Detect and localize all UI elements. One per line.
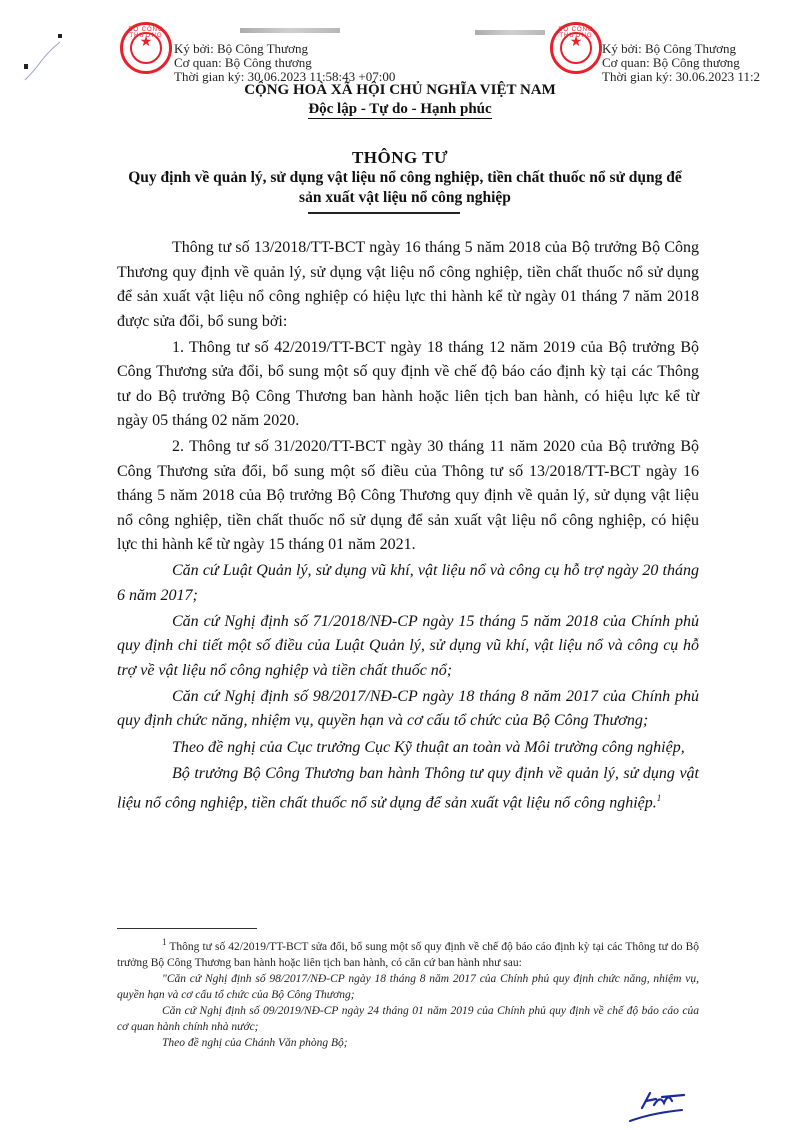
redaction-mark — [475, 30, 545, 35]
document-body — [117, 236, 699, 818]
signing-agency: Cơ quan: Bộ Công thương — [602, 55, 740, 70]
national-title: CỘNG HOÀ XÃ HỘI CHỦ NGHĨA VIỆT NAM — [244, 82, 556, 98]
footnote-text: Thông tư số 42/2019/TT-BCT sửa đổi, bổ sung một số quy định về chế độ báo cáo định kỳ tại các Thông tư do Bộ trưởng Bộ Công Thương ban hành hoặc liên tịch ban hành, có căn cứ ban hành như sau: — [117, 940, 699, 969]
paragraph-text: Theo đề nghị của Cục trưởng Cục Kỹ thuật an toàn và Môi trường công nghiệp, — [172, 738, 685, 756]
stamp-text: BỘ CÔNG THƯƠNG — [558, 27, 594, 39]
signature-block-left — [174, 42, 395, 84]
paragraph-text: Bộ trưởng Bộ Công Thương ban hành Thông tư quy định về quản lý, sử dụng vật liệu nổ công nghiệp, tiền chất thuốc nổ sử dụng để sản xuất vật liệu nổ công nghiệp. — [117, 764, 699, 812]
redaction-mark — [240, 28, 340, 33]
body-paragraph — [117, 610, 699, 684]
handwritten-mark — [20, 30, 80, 90]
footnote-divider — [117, 928, 257, 929]
document-type: THÔNG TƯ — [351, 148, 449, 167]
signing-time: Thời gian ký: 30.06.2023 11:58:43 +07:00 — [174, 69, 396, 84]
footnote-paragraph — [117, 934, 699, 971]
footnote-paragraph — [117, 1003, 699, 1035]
stamp-icon: BỘ CÔNG THƯƠNG ★ — [120, 22, 172, 74]
paragraph-text: 2. Thông tư số 31/2020/TT-BCT ngày 30 tháng 11 năm 2020 của Bộ trưởng Bộ Công Thương sửa đổi, bổ sung một số điều của Thông tư số 13/2018/TT-BCT ngày 16 tháng 5 năm 2018 của Bộ trưởng Bộ Công Thương quy định về quản lý, sử dụng vật liệu nổ công nghiệp, tiền chất thuốc nổ sử dụng để sản xuất vật liệu nổ công nghiệp, có hiệu lực thi hành kể từ ngày 15 tháng 01 năm 2021. — [117, 438, 699, 554]
paragraph-text: Căn cứ Luật Quản lý, sử dụng vũ khí, vật liệu nổ và công cụ hỗ trợ ngày 20 tháng 6 năm 2017; — [117, 562, 699, 604]
signature-block-right — [602, 42, 760, 84]
footnote-text: "Căn cứ Nghị định số 98/2017/NĐ-CP ngày 18 tháng 8 năm 2017 của Chính phủ quy định chức năng, nhiệm vụ, quyền hạn và cơ cấu tổ chức của Bộ Công Thương; — [117, 972, 699, 1001]
footnote-paragraph — [117, 971, 699, 1003]
body-paragraph — [117, 559, 699, 608]
footnote-text: Căn cứ Nghị định số 09/2019/NĐ-CP ngày 24 tháng 01 năm 2019 của Chính phủ quy định về chế độ báo cáo của cơ quan hành chính nhà nước; — [117, 1004, 699, 1033]
paragraph-text: Căn cứ Nghị định số 98/2017/NĐ-CP ngày 18 tháng 8 năm 2017 của Chính phủ quy định chức năng, nhiệm vụ, quyền hạn và cơ cấu tổ chức của Bộ Công Thương; — [117, 687, 699, 730]
stamp-icon: BỘ CÔNG THƯƠNG ★ — [550, 22, 602, 74]
footnote-number: 1 — [162, 937, 167, 947]
national-motto — [0, 101, 800, 118]
signed-by: Ký bởi: Bộ Công Thương — [602, 41, 736, 56]
body-paragraph — [117, 435, 699, 558]
footnote-text: Theo đề nghị của Chánh Văn phòng Bộ; — [162, 1036, 348, 1049]
stamp-text: BỘ CÔNG THƯƠNG — [128, 27, 164, 39]
body-paragraph — [117, 762, 699, 816]
signed-by: Ký bởi: Bộ Công Thương — [174, 41, 308, 56]
body-paragraph — [117, 685, 699, 734]
body-paragraph — [117, 236, 699, 334]
handwritten-initials — [622, 1083, 692, 1123]
signing-agency: Cơ quan: Bộ Công thương — [174, 55, 312, 70]
paragraph-text: 1. Thông tư số 42/2019/TT-BCT ngày 18 tháng 12 năm 2019 của Bộ trưởng Bộ Công Thương sửa đổi, bổ sung một số quy định về chế độ báo cáo định kỳ tại các Thông tư do Bộ trưởng Bộ Công Thương ban hành hoặc liên tịch ban hành, có hiệu lực kể từ ngày 05 tháng 02 năm 2020. — [117, 338, 699, 430]
body-paragraph — [117, 736, 699, 761]
footnote — [117, 934, 699, 1051]
footnote-paragraph — [117, 1035, 699, 1051]
title-underline — [308, 212, 460, 214]
paragraph-text: Căn cứ Nghị định số 71/2018/NĐ-CP ngày 15 tháng 5 năm 2018 của Chính phủ quy định chi tiết một số điều của Luật Quản lý, sử dụng vũ khí, vật liệu nổ và công cụ hỗ trợ về vật liệu nổ công nghiệp và tiền chất thuốc nổ; — [117, 612, 699, 679]
paragraph-text: Thông tư số 13/2018/TT-BCT ngày 16 tháng 5 năm 2018 của Bộ trưởng Bộ Công Thương quy định về quản lý, sử dụng vật liệu nổ công nghiệp, tiền chất thuốc nổ sử dụng để sản xuất vật liệu nổ công nghiệp có hiệu lực thi hành kể từ ngày 01 tháng 7 năm 2018 được sửa đổi, bổ sung bởi: — [117, 239, 699, 330]
footnote-reference[interactable]: 1 — [656, 793, 662, 804]
signing-time: Thời gian ký: 30.06.2023 11:2 — [602, 69, 761, 84]
document-subtitle: Quy định về quản lý, sử dụng vật liệu nổ công nghiệp, tiền chất thuốc nổ sử dụng để sản xuất vật liệu nổ công nghiệp — [128, 169, 682, 206]
body-paragraph — [117, 336, 699, 434]
motto-text: Độc lập - Tự do - Hạnh phúc — [308, 101, 492, 117]
